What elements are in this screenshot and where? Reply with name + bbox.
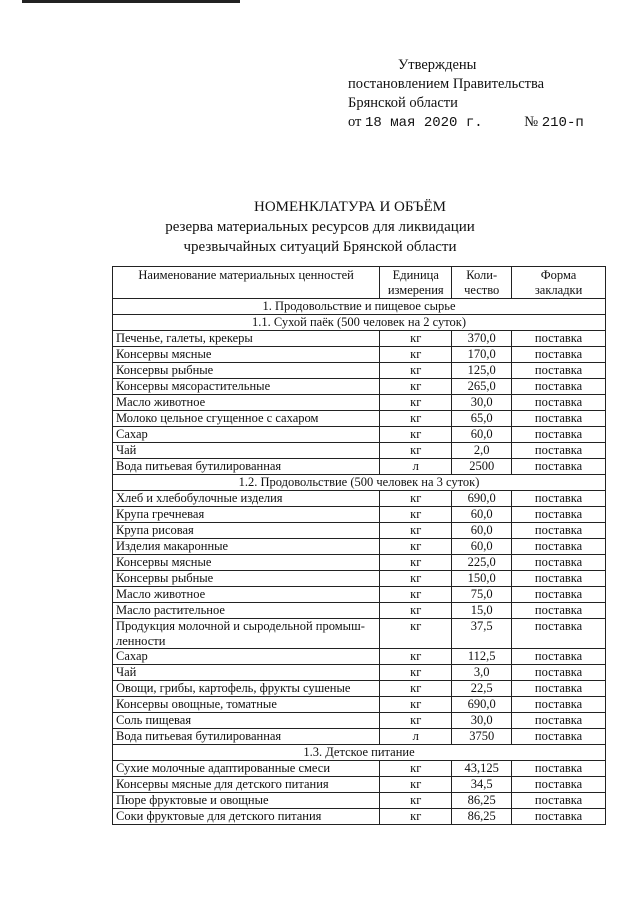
cell-name: Консервы мясные (113, 347, 380, 363)
table-row (113, 603, 606, 619)
cell-unit: кг (380, 379, 452, 395)
cell-name: Вода питьевая бутилированная (113, 459, 380, 475)
cell-quantity: 150,0 (452, 571, 512, 587)
cell-unit: кг (380, 793, 452, 809)
cell-unit: кг (380, 619, 452, 649)
cell-form: поставка (512, 443, 606, 459)
cell-unit: кг (380, 507, 452, 523)
cell-unit: кг (380, 443, 452, 459)
table-header-row (113, 267, 606, 299)
table-row (113, 793, 606, 809)
table-row (113, 443, 606, 459)
cell-quantity: 112,5 (452, 649, 512, 665)
resources-table (112, 266, 606, 825)
cell-name: Хлеб и хлебобулочные изделия (113, 491, 380, 507)
cell-form: поставка (512, 713, 606, 729)
table-row (113, 761, 606, 777)
cell-quantity: 60,0 (452, 427, 512, 443)
cell-quantity: 65,0 (452, 411, 512, 427)
cell-form: поставка (512, 379, 606, 395)
header-unit: Единица измерения (380, 267, 452, 299)
table-row (113, 697, 606, 713)
cell-quantity: 15,0 (452, 603, 512, 619)
section-row (113, 299, 606, 315)
cell-unit: кг (380, 809, 452, 825)
cell-name: Сухие молочные адаптированные смеси (113, 761, 380, 777)
cell-quantity: 690,0 (452, 697, 512, 713)
cell-name: Сахар (113, 649, 380, 665)
cell-quantity: 2500 (452, 459, 512, 475)
number-prefix: № (524, 114, 539, 130)
cell-form: поставка (512, 555, 606, 571)
cell-name: Овощи, грибы, картофель, фрукты сушеные (113, 681, 380, 697)
cell-unit: кг (380, 713, 452, 729)
cell-form: поставка (512, 427, 606, 443)
cell-name: Крупа гречневая (113, 507, 380, 523)
approval-line-resolution: постановлением Правительства (348, 76, 545, 92)
table-row (113, 363, 606, 379)
cell-unit: кг (380, 363, 452, 379)
table-row (113, 539, 606, 555)
table-row (113, 331, 606, 347)
cell-quantity: 60,0 (452, 507, 512, 523)
cell-name: Консервы рыбные (113, 571, 380, 587)
cell-form: поставка (512, 793, 606, 809)
cell-unit: кг (380, 491, 452, 507)
cell-name: Консервы рыбные (113, 363, 380, 379)
cell-quantity: 60,0 (452, 523, 512, 539)
cell-quantity: 30,0 (452, 713, 512, 729)
title-line-2: резерва материальных ресурсов для ликвидации (165, 219, 475, 235)
table-row (113, 713, 606, 729)
cell-name: Консервы мясорастительные (113, 379, 380, 395)
cell-quantity: 3750 (452, 729, 512, 745)
cell-quantity: 690,0 (452, 491, 512, 507)
table-row (113, 427, 606, 443)
table-row (113, 665, 606, 681)
cell-unit: кг (380, 555, 452, 571)
cell-name: Крупа рисовая (113, 523, 380, 539)
cell-form: поставка (512, 809, 606, 825)
table-row (113, 507, 606, 523)
cell-quantity: 34,5 (452, 777, 512, 793)
cell-unit: кг (380, 777, 452, 793)
cell-form: поставка (512, 491, 606, 507)
table-row (113, 347, 606, 363)
cell-name: Консервы овощные, томатные (113, 697, 380, 713)
approval-line-approved: Утверждены (398, 57, 477, 73)
section-title: 1.1. Сухой паёк (500 человек на 2 суток) (113, 315, 606, 331)
table-row (113, 587, 606, 603)
approval-number: 210-п (541, 115, 584, 131)
cell-quantity: 3,0 (452, 665, 512, 681)
approval-block (348, 56, 584, 133)
top-edge-bar (22, 0, 240, 3)
cell-name: Соль пищевая (113, 713, 380, 729)
table-row (113, 395, 606, 411)
cell-name: Изделия макаронные (113, 539, 380, 555)
cell-name: Масло животное (113, 395, 380, 411)
header-name: Наименование материальных ценностей (113, 267, 380, 299)
cell-unit: кг (380, 761, 452, 777)
section-title: 1.2. Продовольствие (500 человек на 3 суток) (113, 475, 606, 491)
table-row (113, 555, 606, 571)
cell-unit: кг (380, 331, 452, 347)
section-title: 1.3. Детское питание (113, 745, 606, 761)
cell-name: Сахар (113, 427, 380, 443)
cell-name: Консервы мясные (113, 555, 380, 571)
cell-form: поставка (512, 697, 606, 713)
cell-unit: кг (380, 427, 452, 443)
cell-form: поставка (512, 571, 606, 587)
cell-name: Консервы мясные для детского питания (113, 777, 380, 793)
cell-unit: кг (380, 347, 452, 363)
cell-quantity: 86,25 (452, 793, 512, 809)
cell-form: поставка (512, 681, 606, 697)
cell-unit: кг (380, 665, 452, 681)
cell-unit: кг (380, 571, 452, 587)
cell-name: Пюре фруктовые и овощные (113, 793, 380, 809)
approval-line-region: Брянской области (348, 95, 458, 111)
cell-form: поставка (512, 761, 606, 777)
cell-name: Чай (113, 665, 380, 681)
cell-form: поставка (512, 459, 606, 475)
table-row (113, 411, 606, 427)
section-row (113, 315, 606, 331)
table-row (113, 523, 606, 539)
cell-form: поставка (512, 777, 606, 793)
cell-form: поставка (512, 411, 606, 427)
cell-form: поставка (512, 729, 606, 745)
cell-name: Печенье, галеты, крекеры (113, 331, 380, 347)
table-row (113, 729, 606, 745)
cell-form: поставка (512, 665, 606, 681)
table-row (113, 681, 606, 697)
cell-unit: кг (380, 603, 452, 619)
cell-form: поставка (512, 523, 606, 539)
cell-quantity: 170,0 (452, 347, 512, 363)
cell-form: поставка (512, 587, 606, 603)
cell-form: поставка (512, 507, 606, 523)
cell-unit: кг (380, 523, 452, 539)
header-quantity: Коли- чество (452, 267, 512, 299)
cell-quantity: 30,0 (452, 395, 512, 411)
cell-unit: кг (380, 411, 452, 427)
section-row (113, 475, 606, 491)
table-row (113, 571, 606, 587)
cell-form: поставка (512, 363, 606, 379)
cell-unit: кг (380, 587, 452, 603)
table-row (113, 619, 606, 649)
table-row (113, 649, 606, 665)
table-row (113, 809, 606, 825)
cell-quantity: 125,0 (452, 363, 512, 379)
cell-name: Чай (113, 443, 380, 459)
cell-unit: кг (380, 697, 452, 713)
cell-quantity: 86,25 (452, 809, 512, 825)
cell-quantity: 22,5 (452, 681, 512, 697)
cell-form: поставка (512, 395, 606, 411)
cell-unit: кг (380, 395, 452, 411)
approval-line-date (348, 113, 584, 133)
cell-name: Масло растительное (113, 603, 380, 619)
cell-quantity: 265,0 (452, 379, 512, 395)
cell-unit: кг (380, 539, 452, 555)
cell-unit: л (380, 459, 452, 475)
cell-quantity: 37,5 (452, 619, 512, 649)
cell-quantity: 43,125 (452, 761, 512, 777)
section-title: 1. Продовольствие и пищевое сырье (113, 299, 606, 315)
cell-quantity: 2,0 (452, 443, 512, 459)
table-row (113, 459, 606, 475)
document-title (0, 197, 640, 257)
cell-name: Продукция молочной и сыродельной промыш-ленности (113, 619, 380, 649)
cell-name: Вода питьевая бутилированная (113, 729, 380, 745)
cell-quantity: 75,0 (452, 587, 512, 603)
cell-unit: л (380, 729, 452, 745)
table-row (113, 491, 606, 507)
table-row (113, 379, 606, 395)
cell-quantity: 370,0 (452, 331, 512, 347)
cell-quantity: 60,0 (452, 539, 512, 555)
approval-date: 18 мая 2020 г. (365, 115, 483, 131)
cell-unit: кг (380, 681, 452, 697)
cell-name: Соки фруктовые для детского питания (113, 809, 380, 825)
cell-name: Масло животное (113, 587, 380, 603)
table-row (113, 777, 606, 793)
cell-form: поставка (512, 539, 606, 555)
cell-form: поставка (512, 331, 606, 347)
cell-name: Молоко цельное сгущенное с сахаром (113, 411, 380, 427)
cell-unit: кг (380, 649, 452, 665)
header-form: Форма закладки (512, 267, 606, 299)
cell-form: поставка (512, 649, 606, 665)
date-prefix: от (348, 114, 362, 130)
cell-form: поставка (512, 603, 606, 619)
title-line-3: чрезвычайных ситуаций Брянской области (183, 239, 457, 255)
cell-form: поставка (512, 347, 606, 363)
cell-quantity: 225,0 (452, 555, 512, 571)
section-row (113, 745, 606, 761)
cell-form: поставка (512, 619, 606, 649)
title-line-1: НОМЕНКЛАТУРА И ОБЪЁМ (253, 199, 447, 215)
